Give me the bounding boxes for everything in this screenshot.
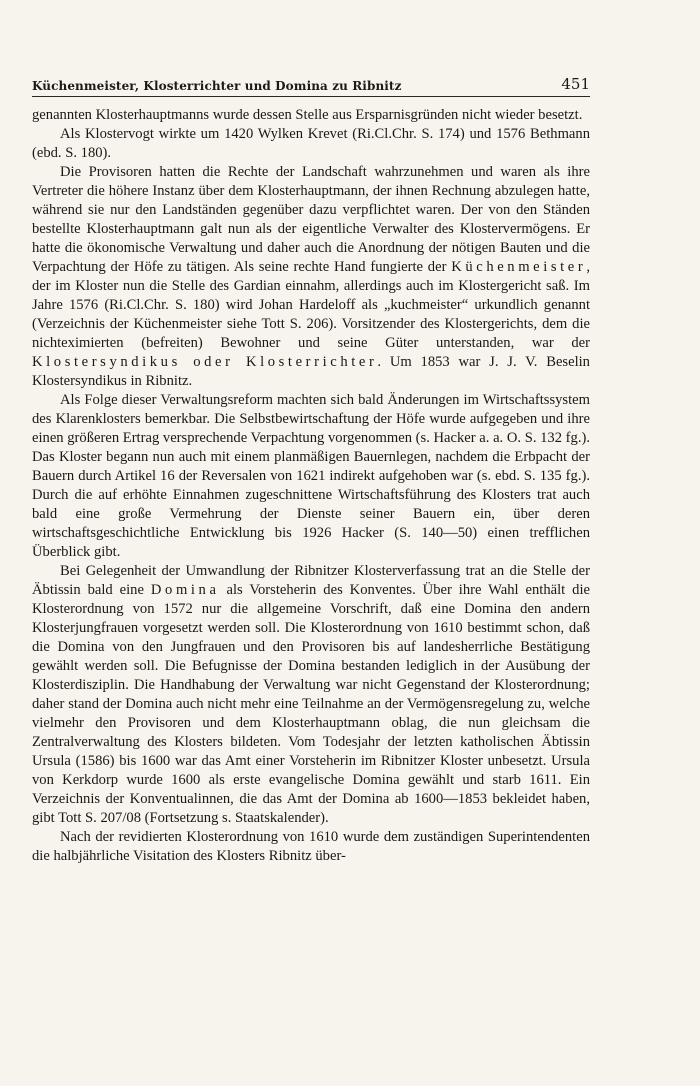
paragraph-text: . Um 1853 war J. J. V. Beselin Klostersyndikus in Ribnitz. [32,354,590,389]
paragraph: Als Folge dieser Verwaltungsreform machten sich bald Änderungen im Wirtschaftssystem des Klarenklosters bemerkbar. Die Selbstbewirtschaftung der Höfe wurde aufgegeben und ihre einen größeren Ertrag versprechende Verpachtung vorgenommen (s. Hacker a. a. O. S. 132 fg.). Das Kloster begann nun auch mit einem planmäßigen Bauernlegen, nachdem die Erbpacht der Bauern durch Artikel 16 der Reversalen von 1621 indirekt aufgehoben war (s. ebd. S. 135 fg.). Durch die auf erhöhte Einnahmen zugeschnittene Wirtschaftsführung des Klosters trat auch bald eine große Vermehrung der Dienste seiner Bauern ein, über deren wirtschaftsgeschichtliche Entwicklung bis 1926 Hacker (S. 140—50) einen trefflichen Überblick gibt. [32,392,590,560]
spaced-term: Klostersyndikus oder Klosterrichter [32,354,378,370]
paragraph-text: Bei Gelegenheit der Umwandlung der Ribnitzer Klosterverfassung trat an die Stelle der Äbtissin bald eine [32,563,590,598]
paragraph-text: als Vorsteherin des Konventes. Über ihre Wahl enthält die Klosterordnung von 1572 nur die allgemeine Vorschrift, daß eine Domina den andern Klosterjungfrauen vorgesetzt werden soll. Die Klosterordnung von 1610 bestimmt schon, daß die Domina von den Jungfrauen und den Provisoren bis auf landesherrliche Bestätigung gewählt werden soll. Die Befugnisse der Domina bestanden lediglich in der Ausübung der Klosterdisziplin. Die Handhabung der Verwaltung war nicht Gegenstand der Klosterordnung; daher stand der Domina auch nicht mehr eine Teilnahme an der Vermögensregelung zu, welche vielmehr den Provisoren und dem Klosterhauptmann oblag, die nun gleichsam die Zentralverwaltung des Klosters bildeten. Vom Todesjahr der letzten katholischen Äbtissin Ursula (1586) bis 1600 war das Amt einer Vorsteherin im Ribnitzer Kloster unbesetzt. Ursula von Kerkdorp wurde 1600 als erste evangelische Domina gewählt und starb 1611. Ein Verzeichnis der Konventualinnen, die das Amt der Domina ab 1600—1853 bekleidet haben, gibt Tott S. 207/08 (Fortsetzung s. Staatskalender). [32,582,590,826]
body-text [32,106,590,866]
paragraph [32,163,590,391]
paragraph: genannten Klosterhauptmanns wurde dessen Stelle aus Ersparnisgründen nicht wieder besetzt. [32,107,583,123]
paragraph: Als Klostervogt wirkte um 1420 Wylken Krevet (Ri.Cl.Chr. S. 174) und 1576 Bethmann (ebd. S. 180). [32,126,590,161]
header-rule [32,96,590,97]
paragraph: Nach der revidierten Klosterordnung von 1610 wurde dem zuständigen Superintendenten die halbjährliche Visitation des Klosters Ribnitz über- [32,829,590,864]
running-head [32,71,590,93]
paragraph [32,562,590,828]
running-title: Küchenmeister, Klosterrichter und Domina zu Ribnitz [32,79,402,93]
paragraph-text: , der im Kloster nun die Stelle des Gardian einnahm, allerdings auch im Klostergericht saß. Im Jahre 1576 (Ri.Cl.Chr. S. 180) wird Johan Hardeloff als „kuchmeister“ urkundlich genannt (Verzeichnis der Küchenmeister siehe Tott S. 206). Vorsitzender des Klostergerichts, dem die nichteximierten (befreiten) Bewohner und seine Güter unterstanden, war der [32,259,590,351]
paragraph-text: Die Provisoren hatten die Rechte der Landschaft wahrzunehmen und waren als ihre Vertreter die höhere Instanz über dem Klosterhauptmann, der ihnen Rechnung abzulegen hatte, während sie nur den Landständen gegenüber dazu verpflichtet waren. Der von den Ständen bestellte Klosterhauptmann galt nun als der eigentliche Verwalter des Klostervermögens. Er hatte die ökonomische Verwaltung und daher auch die Anordnung der nötigen Bauten und die Verpachtung der Höfe zu tätigen. Als seine rechte Hand fungierte der [32,164,590,275]
page-number: 451 [561,75,590,93]
spaced-term: Küchenmeister [451,259,587,275]
spaced-term: Domina [150,582,220,598]
